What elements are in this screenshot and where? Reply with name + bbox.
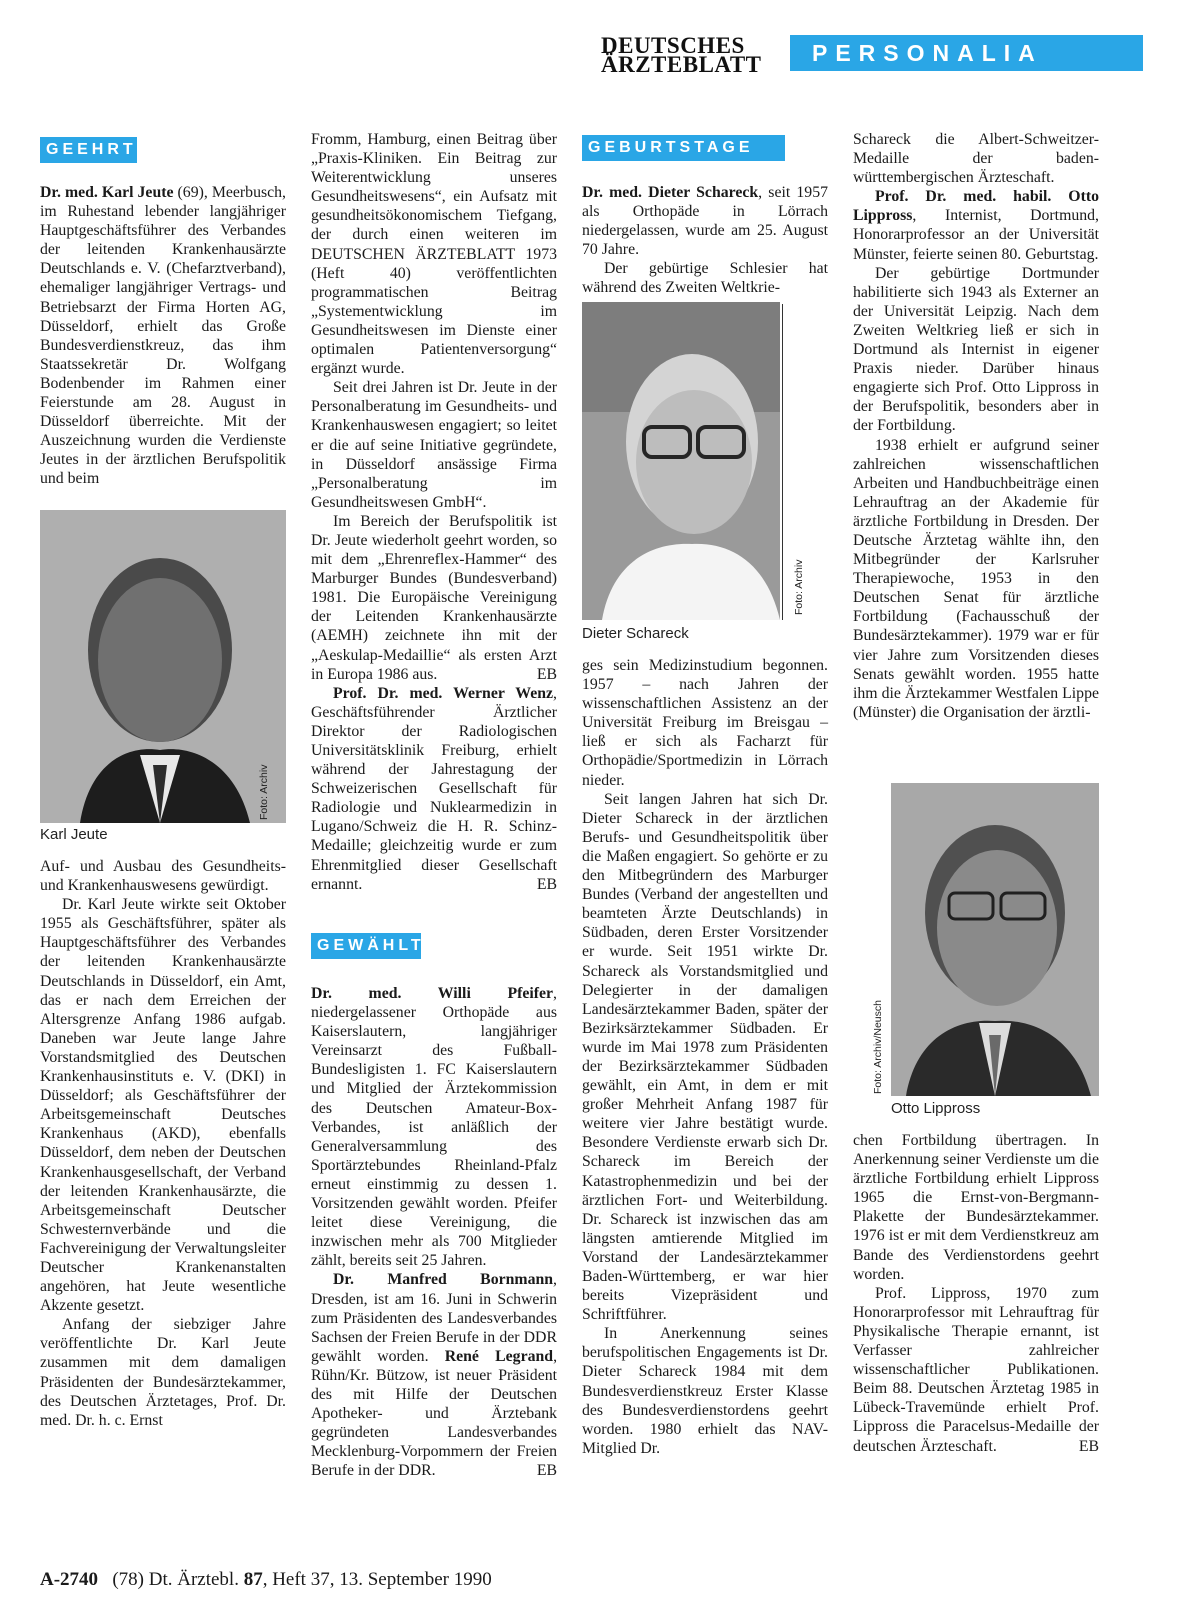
masthead	[601, 33, 771, 77]
photo-caption-schareck: Dieter Schareck	[582, 625, 689, 642]
photo-otto-lippross	[891, 783, 1099, 1096]
paragraph: Seit langen Jahren hat sich Dr. Dieter Schareck in der ärztlichen Berufs- und Gesundheitspolitik über die Maßen engagiert. So gehörte er zu den Mitbegründern des Marburger Bundes (Verband der angestellten und beamteten Ärzte Deutschlands) in Südbaden, deren Erster Vorsitzender er wurde. Seit 1951 wirkte Dr. Schareck als Vorstandsmitglied und Delegierter in der damaligen Landesärztekammer Baden, später der Bezirksärztekammer Südbaden. Er wurde im Mai 1978 zum Präsidenten der Bezirksärztekammer Südbaden gewählt, ein Amt, in dem er mit großer Mehrheit Anfang 1987 für weitere vier Jahre bestätigt wurde. Besondere Verdienste erwarb sich Dr. Schareck im Bereich der Katastrophenmedizin und bei der ärztlichen Fort- und Weiterbildung. Dr. Schareck ist inzwischen das am längsten amtierende Mitglied im Vorstand der Landesärztekammer Baden-Württemberg, er war hier bereits Vizepräsident und Schriftführer.	[582, 790, 828, 1324]
footer-volume: 87	[243, 1569, 263, 1590]
person-name: René Legrand	[444, 1347, 554, 1365]
signature: EB	[536, 1462, 557, 1480]
portrait-image	[582, 302, 780, 620]
person-name: Dr. Manfred Bornmann	[333, 1271, 554, 1289]
portrait-image	[40, 510, 286, 823]
paragraph: Dr. med. Karl Jeute (69), Meerbusch, im Ruhestand lebender langjähriger Hauptgeschäftsführer des Verbandes der leitenden Krankenhausärzte Deutschlands e. V. (Chefarztverband), ehemaliger langjähriger Vertrags- und Betriebsarzt der Firma Horten AG, Düsseldorf, erhielt das Große Bundesverdienstkreuz, das ihm Staatssekretär Dr. Wolfgang Bodenbender im Rahmen einer Feierstunde am 28. August in Düsseldorf überreichte. Mit der Auszeichnung wurden die Verdienste Jeutes in der ärztlichen Berufspolitik und beim	[40, 184, 286, 488]
paragraph: Prof. Dr. med. habil. Otto Lippross, Internist, Dortmund, Honorarprofessor an der Universität Münster, feierte seinen 80. Geburtstag.	[853, 188, 1099, 263]
paragraph: Schareck die Albert-Schweitzer-Medaille der baden-württembergischen Ärzteschaft.	[853, 131, 1099, 187]
person-name: Prof. Dr. med. habil. Otto Lippross	[853, 188, 1099, 225]
paragraph: In Anerkennung seines berufspolitischen Engagements ist Dr. Dieter Schareck 1984 mit dem Bundesverdienstkreuz Erster Klasse des Bundesverdienstordens geehrt worden. 1980 erhielt das NAV-Mitglied Dr.	[582, 1325, 828, 1457]
paragraph: Auf- und Ausbau des Gesundheits- und Krankenhauswesens gewürdigt.	[40, 858, 286, 895]
article-wahlen	[311, 984, 557, 1480]
photo-credit-jeute: Foto: Archiv	[258, 764, 270, 820]
paragraph: Fromm, Hamburg, einen Beitrag über „Praxis-Kliniken. Ein Beitrag zur Weiterentwicklung unseres Gesundheitswesens“, ein Aufsatz mit gesundheitsökonomischem Tiefgang, der durch einen weiteren im DEUTSCHEN ÄRZTEBLATT 1973 (Heft 40) veröffentlichten programmatischen Beitrag „Systementwicklung im Gesundheitswesen im Dienste einer optimalen Patientenversorgung“ ergänzt wurde.	[311, 131, 557, 378]
photo-credit-lippross: Foto: Archiv/Neusch	[872, 1000, 884, 1094]
paragraph: ges sein Medizinstudium begonnen. 1957 – nach Jahren der wissenschaftlichen Assistenz an der Universität Freiburg im Breisgau – ließ er sich als Facharzt für Orthopädie/Sportmedizin in Lörrach nieder.	[582, 657, 828, 789]
paragraph: Der gebürtige Dortmunder habilitierte sich 1943 als Externer an der Universität Leipzig. Nach dem Zweiten Weltkrieg ließ er sich in Dortmund als Internist in eigener Praxis nieder. Darüber hinaus engagierte sich Prof. Otto Lippross in der Berufspolitik, besonders aber in der Fortbildung.	[853, 264, 1099, 435]
article-jeute-part2	[40, 857, 286, 1430]
masthead-line1: DEUTSCHES	[601, 33, 745, 58]
paragraph: Dr. Manfred Bornmann, Dresden, ist am 16. Juni in Schwerin zum Präsidenten des Landesverbandes Sachsen der Freien Berufe in der DDR gewählt worden. René Legrand, Rühn/Kr. Bützow, ist neuer Präsident des mit Hilfe der Deutschen Apotheker- und Ärztebank gegründeten Landesverbandes Mecklenburg-Vorpommern der Freien Berufe in der DDR. EB	[311, 1271, 558, 1480]
photo-caption-lippross: Otto Lippross	[891, 1100, 981, 1117]
photo-caption-jeute: Karl Jeute	[40, 826, 108, 843]
paragraph: Im Bereich der Berufspolitik ist Dr. Jeute wiederholt geehrt worden, so mit dem „Ehrenreflex-Hammer“ des Marburger Bundes (Bundesverband) 1981. Die Europäische Vereinigung der Leitenden Krankenhausärzte (AEMH) zeichnete ihn mit der „Aeskulap-Medaillie“ als ersten Arzt in Europa 1986 aus. EB	[311, 512, 557, 683]
paragraph: 1938 erhielt er aufgrund seiner zahlreichen wissenschaftlichen Arbeiten und Handbuchbeiträge einen Lehrauftrag an der Akademie für ärztliche Fortbildung in Dresden. Der Deutsche Ärztetag wählte ihn, den Mitbegründer der Karlsruher Therapiewoche, 1953 in den Deutschen Senat für ärztliche Fortbildung (Fachausschuß der Bundesärztekammer). 1979 war er für vier Jahre zum Vorsitzenden dieses Senats gewählt worden. 1955 hatte ihm die Ärztekammer Westfalen Lippe (Münster) die Organisation der ärztli-	[853, 436, 1099, 721]
signature: EB	[536, 665, 557, 683]
person-name: Dr. med. Willi Pfeifer	[311, 985, 554, 1002]
photo-credit-schareck: Foto: Archiv	[793, 559, 805, 615]
article-jeute-part1	[40, 183, 286, 489]
paragraph: Prof. Dr. med. Werner Wenz, Geschäftsführender Ärztlicher Direktor der Radiologischen Universitätsklinik Freiburg, erhielt während der Jahrestagung der Schweizerischen Gesellschaft für Radiologie und Nuklearmedizin in Lugano/Schweiz die H. R. Schinz-Medaille; gleichzeitig wurde er zum Ehrenmitglied dieser Gesellschaft ernannt. EB	[311, 684, 557, 893]
portrait-image	[891, 783, 1099, 1096]
section-banner: PERSONALIA	[790, 35, 1143, 71]
person-name: Dr. med. Karl Jeute	[40, 184, 174, 201]
article-schareck-part2	[582, 656, 828, 1458]
person-name: Prof. Dr. med. Werner Wenz	[333, 684, 554, 702]
masthead-line2: ÄRZTEBLATT	[601, 52, 762, 77]
paragraph: Der gebürtige Schlesier hat während des Zweiten Weltkrie-	[582, 260, 828, 297]
article-lippross-part1	[853, 130, 1099, 722]
person-name: Dr. med. Dieter Schareck	[582, 184, 759, 201]
paragraph: Prof. Lippross, 1970 zum Honorarprofessor mit Lehrauftrag für Physikalische Therapie ernannt, ist Verfasser zahlreicher wissenschaftlicher Publikationen. Beim 88. Deutschen Ärztetag 1985 in Lübeck-Travemünde erhielt Prof. Lippross die Paracelsus-Medaille der deutschen Ärzteschaft. EB	[853, 1284, 1099, 1455]
article-schareck-part1	[582, 183, 828, 298]
paragraph: Dr. Karl Jeute wirkte seit Oktober 1955 als Geschäftsführer, später als Hauptgeschäftsführer des Verbandes der leitenden Krankenhausärzte Deutschlands in Düsseldorf, ein Amt, das er nach dem Erreichen der Altersgrenze Anfang 1986 aufgab. Daneben war Jeute lange Jahre Vorstandsmitglied des Deutschen Krankenhausinstituts e. V. (DKI) in Düsseldorf; als Geschäftsführer der Arbeitsgemeinschaft Deutsches Krankenhaus (AKD), ebenfalls Düsseldorf, dem neben der Deutschen Krankenhausgesellschaft, der Verband der leitenden Krankenhausärzte, die Arbeitsgemeinschaft Deutscher Schwesternverbände und die Fachvereinigung der Verwaltungsleiter Deutscher Krankenanstalten angehören, hat Jeute wesentliche Akzente gesetzt.	[40, 896, 286, 1315]
section-heading-geehrt: GEEHRT	[40, 137, 137, 163]
photo-karl-jeute	[40, 510, 286, 823]
section-heading-geburtstage: GEBURTSTAGE	[582, 135, 785, 161]
article-lippross-part2	[853, 1131, 1099, 1456]
page-footer	[40, 1569, 492, 1591]
paragraph: Dr. med. Dieter Schareck, seit 1957 als Orthopäde in Lörrach niedergelassen, wurde am 25. August 70 Jahre.	[582, 184, 828, 259]
article-jeute-part3	[311, 130, 557, 894]
signature: EB	[536, 875, 557, 893]
signature: EB	[1078, 1437, 1099, 1455]
footer-source: (78) Dt. Ärztebl.	[112, 1569, 239, 1590]
paragraph: Dr. med. Willi Pfeifer, niedergelassener Orthopäde aus Kaiserslautern, langjähriger Vereinsarzt des Fußball-Bundesligisten 1. FC Kaiserslautern und Mitglied der Ärztekommission des Deutschen Amateur-Box-Verbandes, ist anläßlich der Generalversammlung des Sportärztebundes Rheinland-Pfalz erneut einstimmig zu dessen 1. Vorsitzenden gewählt worden. Pfeifer leitet diese Vereinigung, die inzwischen mehr als 700 Mitglieder zählt, bereits seit 25 Jahren.	[311, 985, 557, 1270]
section-heading-gewaehlt: GEWÄHLT	[311, 933, 421, 959]
footer-issue: , Heft 37, 13. September 1990	[262, 1569, 492, 1590]
paragraph: Seit drei Jahren ist Dr. Jeute in der Personalberatung im Gesundheits- und Krankenhauswesen engagiert; so leitet er die auf seine Initiative gegründete, in Düsseldorf ansässige Firma „Personalberatung im Gesundheitswesen GmbH“.	[311, 379, 557, 511]
paragraph: chen Fortbildung übertragen. In Anerkennung seiner Verdienste um die ärztliche Fortbildung erhielt Lippross 1965 die Ernst-von-Bergmann-Plakette der Bundesärztekammer. 1976 ist er mit dem Verdienstkreuz am Bande des Verdienstordens geehrt worden.	[853, 1132, 1099, 1283]
page-number: A-2740	[40, 1569, 99, 1590]
paragraph: Anfang der siebziger Jahre veröffentlichte Dr. Karl Jeute zusammen mit dem damaligen Präsidenten der Bundesärztekammer, des Deutschen Ärztetages, Prof. Dr. med. Dr. h. c. Ernst	[40, 1316, 286, 1429]
photo-dieter-schareck	[582, 302, 780, 620]
photo-divider	[782, 304, 783, 620]
